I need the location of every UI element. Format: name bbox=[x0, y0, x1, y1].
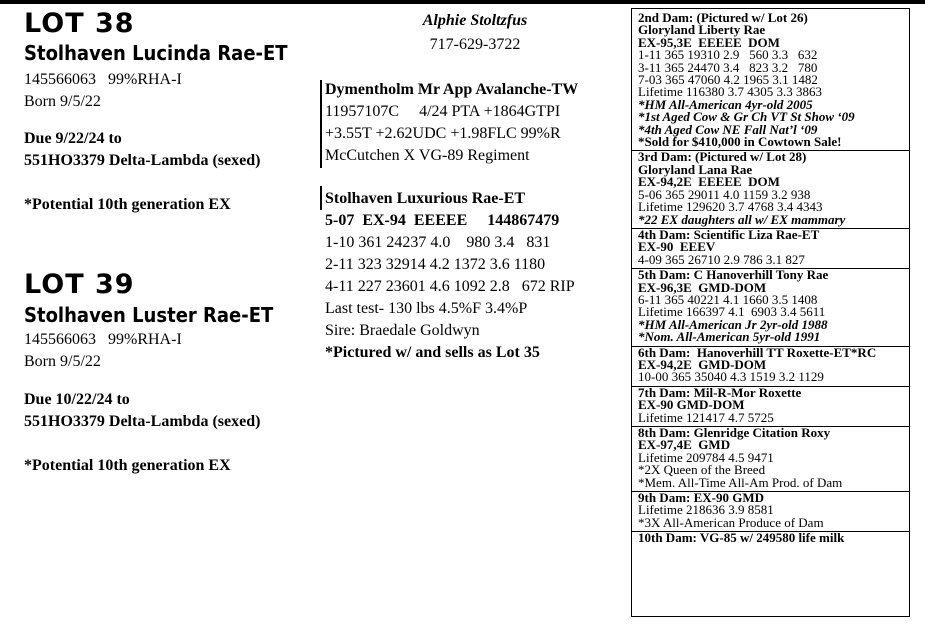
pedigree-line: *4th Aged Cow NE Fall Nat’l ‘09 bbox=[638, 121, 818, 137]
pedigree-line: 6-11 365 40221 4.1 1660 3.5 1408 bbox=[638, 291, 818, 307]
pedigree-line: EX-90 GMD-DOM bbox=[638, 397, 745, 413]
lot-39-service-sire: 551HO3379 Delta-Lambda (sexed) bbox=[24, 413, 261, 430]
lot-38-born: Born 9/5/22 bbox=[24, 93, 101, 110]
pedigree-line: EX-95,3E EEEEE DOM bbox=[638, 34, 780, 50]
pedigree-line: Lifetime 116380 3.7 4305 3.3 3863 bbox=[638, 84, 823, 100]
dam-record: 1-10 361 24237 4.0 980 3.4 831 bbox=[325, 234, 551, 251]
pedigree-dam-9 bbox=[632, 492, 909, 532]
pedigree-line: 7th Dam: Mil-R-Mor Roxette bbox=[638, 384, 802, 400]
pedigree-line: 3rd Dam: (Pictured w/ Lot 28) bbox=[638, 149, 807, 165]
consignor-phone: 717-629-3722 bbox=[429, 36, 521, 53]
lot-38-number: LOT 38 bbox=[24, 8, 135, 39]
pedigree-line: EX-96,3E GMD-DOM bbox=[638, 279, 767, 295]
pedigree-line: 10th Dam: VG-85 w/ 249580 life milk bbox=[638, 530, 845, 546]
pedigree-dam-7 bbox=[632, 384, 909, 427]
dam-sire: Sire: Braedale Goldwyn bbox=[325, 322, 480, 339]
sire-line: McCutchen X VG-89 Regiment bbox=[325, 147, 530, 164]
pedigree-line: Lifetime 166397 4.1 6903 3.4 5611 bbox=[638, 304, 826, 320]
pedigree-line: *22 EX daughters all w/ EX mammary bbox=[638, 211, 846, 227]
pedigree-line: 5th Dam: C Hanoverhill Tony Rae bbox=[638, 267, 829, 283]
pedigree-line: Lifetime 209784 4.5 9471 bbox=[638, 449, 774, 465]
pedigree-line: 1-11 365 19310 2.9 560 3.3 632 bbox=[638, 47, 818, 63]
pedigree-line: EX-94,2E EEEEE DOM bbox=[638, 174, 780, 190]
lot-38-note: *Potential 10th generation EX bbox=[24, 196, 231, 213]
pedigree-line: 5-06 365 29011 4.0 1159 3.2 938 bbox=[638, 186, 811, 202]
pedigree-line: 2nd Dam: (Pictured w/ Lot 26) bbox=[638, 10, 808, 25]
lot-39-registration: 145566063 99%RHA-I bbox=[24, 331, 182, 348]
sire-line: +3.55T +2.62UDC +1.98FLC 99%R bbox=[325, 125, 561, 142]
lot-38-registration: 145566063 99%RHA-I bbox=[24, 71, 182, 88]
sire-line: 11957107C 4/24 PTA +1864GTPI bbox=[325, 103, 561, 120]
pedigree-line: EX-97,4E GMD bbox=[638, 437, 731, 453]
pedigree-dam-8 bbox=[632, 427, 909, 492]
pedigree-line: *HM All-American 4yr-old 2005 bbox=[638, 96, 813, 112]
pedigree-line: EX-94,2E GMD-DOM bbox=[638, 356, 767, 372]
pedigree-dam-5 bbox=[632, 269, 909, 346]
dam-classification-score: 5-07 EX-94 EEEEE 144867479 bbox=[325, 212, 560, 229]
pedigree-line: 6th Dam: Hanoverhill TT Roxette-ET*RC bbox=[638, 344, 877, 360]
dam-classification bbox=[325, 210, 575, 232]
pedigree-line: *HM All-American Jr 2yr-old 1988 bbox=[638, 316, 828, 332]
dam-bracket bbox=[320, 186, 322, 210]
lot-38-service-sire: 551HO3379 Delta-Lambda (sexed) bbox=[24, 152, 261, 169]
lot-39-number: LOT 39 bbox=[24, 269, 135, 300]
lot-39-note: *Potential 10th generation EX bbox=[24, 457, 231, 474]
dam-last-test: Last test- 130 lbs 4.5%F 3.4%P bbox=[325, 300, 528, 317]
pedigree-line: Lifetime 218636 3.9 8581 bbox=[638, 502, 774, 518]
pedigree-dam-10 bbox=[632, 532, 909, 546]
top-rule bbox=[0, 0, 925, 4]
dam-name: Stolhaven Luxurious Rae-ET bbox=[325, 190, 526, 207]
sire-block bbox=[325, 79, 578, 167]
pedigree-line: 3-11 365 24470 3.4 823 3.2 780 bbox=[638, 59, 818, 75]
pedigree-dam-3 bbox=[632, 151, 909, 228]
dam-record: 2-11 323 32914 4.2 1372 3.6 1180 bbox=[325, 256, 546, 273]
pedigree-line: Lifetime 129620 3.7 4768 3.4 4343 bbox=[638, 199, 823, 215]
pedigree-line: 7-03 365 47060 4.2 1965 3.1 1482 bbox=[638, 72, 818, 88]
pedigree-line: 8th Dam: Glenridge Citation Roxy bbox=[638, 425, 831, 440]
pedigree-line: Gloryland Lana Rae bbox=[638, 161, 753, 177]
dam-pictured-note: *Pictured w/ and sells as Lot 35 bbox=[325, 344, 540, 361]
pedigree-line: EX-90 EEEV bbox=[638, 239, 716, 255]
pedigree-dam-4 bbox=[632, 226, 909, 269]
lot-39-name: Stolhaven Luster Rae-ET bbox=[24, 303, 274, 327]
lot-39-due: Due 10/22/24 to bbox=[24, 391, 130, 408]
pedigree-line: *Mem. All-Time All-Am Prod. of Dam bbox=[638, 474, 843, 490]
pedigree-line: *3X All-American Produce of Dam bbox=[638, 514, 824, 530]
pedigree-line: *1st Aged Cow & Gr Ch VT St Show ‘09 bbox=[638, 109, 855, 125]
sire-bracket bbox=[320, 80, 322, 168]
dam-block bbox=[325, 188, 575, 364]
pedigree-line: 9th Dam: EX-90 GMD bbox=[638, 490, 765, 506]
lot-38-due: Due 9/22/24 to bbox=[24, 130, 122, 147]
consignor-name: Alphie Stoltzfus bbox=[422, 12, 528, 29]
dam-record: 4-11 227 23601 4.6 1092 2.8 672 RIP bbox=[325, 278, 575, 295]
pedigree-line: 4-09 365 26710 2.9 786 3.1 827 bbox=[638, 251, 805, 267]
pedigree-line: Gloryland Liberty Rae bbox=[638, 22, 766, 38]
sire-name: Dymentholm Mr App Avalanche-TW bbox=[325, 81, 579, 98]
lot-39-born: Born 9/5/22 bbox=[24, 353, 101, 370]
lot-38-name: Stolhaven Lucinda Rae-ET bbox=[24, 41, 288, 65]
pedigree-dam-2 bbox=[632, 9, 909, 151]
pedigree-dam-6 bbox=[632, 344, 909, 387]
pedigree-line: Lifetime 121417 4.7 5725 bbox=[638, 409, 774, 425]
pedigree-line: *Sold for $410,000 in Cowtown Sale! bbox=[638, 134, 842, 150]
pedigree-line: 4th Dam: Scientific Liza Rae-ET bbox=[638, 226, 820, 242]
pedigree-line: *Nom. All-American 5yr-old 1991 bbox=[638, 329, 821, 345]
pedigree-line: *2X Queen of the Breed bbox=[638, 462, 766, 478]
pedigree-box bbox=[631, 8, 910, 617]
pedigree-line: 10-00 365 35040 4.3 1519 3.2 1129 bbox=[638, 369, 824, 385]
